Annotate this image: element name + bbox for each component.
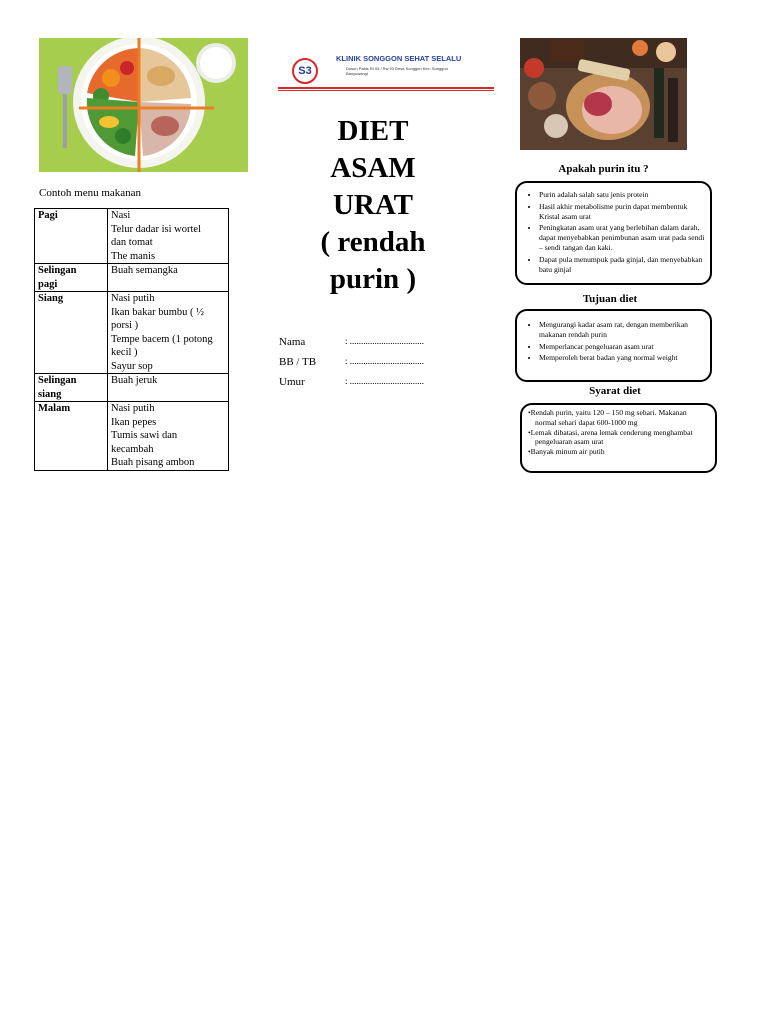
list-item: • Memperoleh berat badan yang normal weight bbox=[539, 353, 706, 363]
menu-item: Telur dadar isi wortel bbox=[111, 223, 201, 235]
title-line: ( rendah bbox=[320, 226, 426, 258]
tujuan-box bbox=[515, 309, 712, 382]
header-divider bbox=[278, 90, 494, 91]
list-item: • Memperlancar pengeluaran asam urat bbox=[539, 342, 706, 352]
table-row bbox=[35, 402, 229, 471]
menu-item: Nasi bbox=[111, 210, 131, 221]
menu-table bbox=[34, 208, 229, 471]
menu-item: Nasi putih bbox=[111, 293, 155, 304]
list-item: •Rendah purin, yaitu 120 – 150 mg sehari. Makanan normal sehari dapat 600-1000 mg bbox=[528, 408, 687, 427]
list-item: • Hasil akhir metabolisme purin dapat membentuk Kristal asam urat bbox=[539, 202, 706, 222]
menu-item: kecil ) bbox=[111, 347, 138, 358]
list-item: • Dapat pula menumpuk pada ginjal, dan menyebabkan batu ginjal bbox=[539, 255, 706, 275]
clinic-logo: S3 bbox=[292, 58, 318, 84]
menu-item: Ikan pepes bbox=[111, 416, 157, 428]
patient-form bbox=[279, 336, 479, 396]
menu-item: Buah semangka bbox=[111, 265, 178, 276]
tujuan-title: Tujuan diet bbox=[582, 293, 638, 305]
table-row bbox=[35, 292, 229, 374]
clinic-name: KLINIK SONGGON SEHAT SELALU bbox=[336, 54, 462, 63]
page-title bbox=[310, 113, 436, 298]
menu-item: Nasi putih bbox=[111, 403, 155, 414]
menu-item: Sayur sop bbox=[111, 360, 153, 372]
form-blank: : ................................. bbox=[345, 356, 425, 366]
title-line: URAT bbox=[332, 189, 414, 221]
tujuan-list bbox=[517, 320, 706, 363]
list-item: •Lemak dibatasi, arena lemak cenderung menghambat pengeluaran asam urat bbox=[528, 427, 693, 447]
title-line: purin ) bbox=[329, 263, 417, 295]
meal-label: Siang bbox=[38, 293, 64, 304]
purine-foods-image bbox=[520, 38, 687, 150]
list-item: • Purin adalah salah satu jenis protein bbox=[539, 190, 706, 200]
meal-label: pagi bbox=[38, 278, 58, 290]
table-row bbox=[35, 209, 229, 264]
list-item: • Mengurangi kadar asam rat, dengan memberikan makanan rendah purin bbox=[539, 320, 706, 340]
clinic-address: Dusun Pabis Rt 05 / Rw 03 Desa Songgon Kec. Songgon Banyuwangi bbox=[346, 66, 448, 76]
title-line: DIET bbox=[337, 115, 409, 147]
form-label: Nama bbox=[279, 336, 306, 348]
list-item: •Banyak minum air putih bbox=[528, 447, 605, 457]
form-label: BB / TB bbox=[279, 356, 317, 368]
meal-label: siang bbox=[38, 388, 62, 400]
menu-item: kecambah bbox=[111, 443, 154, 455]
menu-item: Buah jeruk bbox=[111, 375, 158, 386]
meal-cell bbox=[35, 209, 108, 264]
menu-item: porsi ) bbox=[111, 320, 139, 331]
purin-title: Apakah purin itu ? bbox=[558, 163, 649, 175]
menu-item: dan tomat bbox=[111, 237, 153, 248]
menu-item: Ikan bakar bumbu ( ½ bbox=[111, 306, 205, 318]
menu-item: Tumis sawi dan bbox=[111, 430, 178, 441]
items-cell bbox=[108, 402, 229, 471]
table-row bbox=[35, 374, 229, 402]
form-blank: : ................................. bbox=[345, 336, 425, 346]
items-cell bbox=[108, 209, 229, 264]
form-row-umur bbox=[279, 376, 479, 396]
meal-label: Selingan bbox=[38, 375, 77, 386]
form-blank: : ................................. bbox=[345, 376, 425, 386]
table-row bbox=[35, 264, 229, 292]
meal-label: Malam bbox=[38, 403, 71, 414]
header-divider bbox=[278, 87, 494, 89]
menu-item: Buah pisang ambon bbox=[111, 457, 195, 468]
clinic-header bbox=[278, 50, 494, 92]
menu-item: Tempe bacem (1 potong bbox=[111, 333, 213, 345]
title-line: ASAM bbox=[330, 152, 416, 184]
meal-label: Pagi bbox=[38, 210, 58, 221]
purin-list bbox=[517, 190, 706, 274]
purin-box bbox=[515, 181, 712, 285]
meal-cell bbox=[35, 264, 108, 292]
menu-caption: Contoh menu makanan bbox=[39, 187, 142, 199]
meal-cell bbox=[35, 374, 108, 402]
items-cell bbox=[108, 374, 229, 402]
items-cell bbox=[108, 292, 229, 374]
form-row-bb-tb bbox=[279, 356, 479, 376]
meal-cell bbox=[35, 292, 108, 374]
form-row-nama bbox=[279, 336, 479, 356]
meal-label: Selingan bbox=[38, 265, 77, 276]
syarat-title: Syarat diet bbox=[589, 385, 641, 397]
menu-item: The manis bbox=[111, 250, 156, 262]
list-item: • Peningkatan asam urat yang berlebihan dalam darah, dapat menyebabkan penimbunan asam urat pada sendi – sendi tangan dan kaki. bbox=[539, 223, 706, 252]
syarat-box bbox=[520, 403, 717, 473]
items-cell bbox=[108, 264, 229, 292]
meal-cell bbox=[35, 402, 108, 471]
form-label: Umur bbox=[279, 376, 305, 388]
healthy-plate-image bbox=[39, 38, 248, 172]
